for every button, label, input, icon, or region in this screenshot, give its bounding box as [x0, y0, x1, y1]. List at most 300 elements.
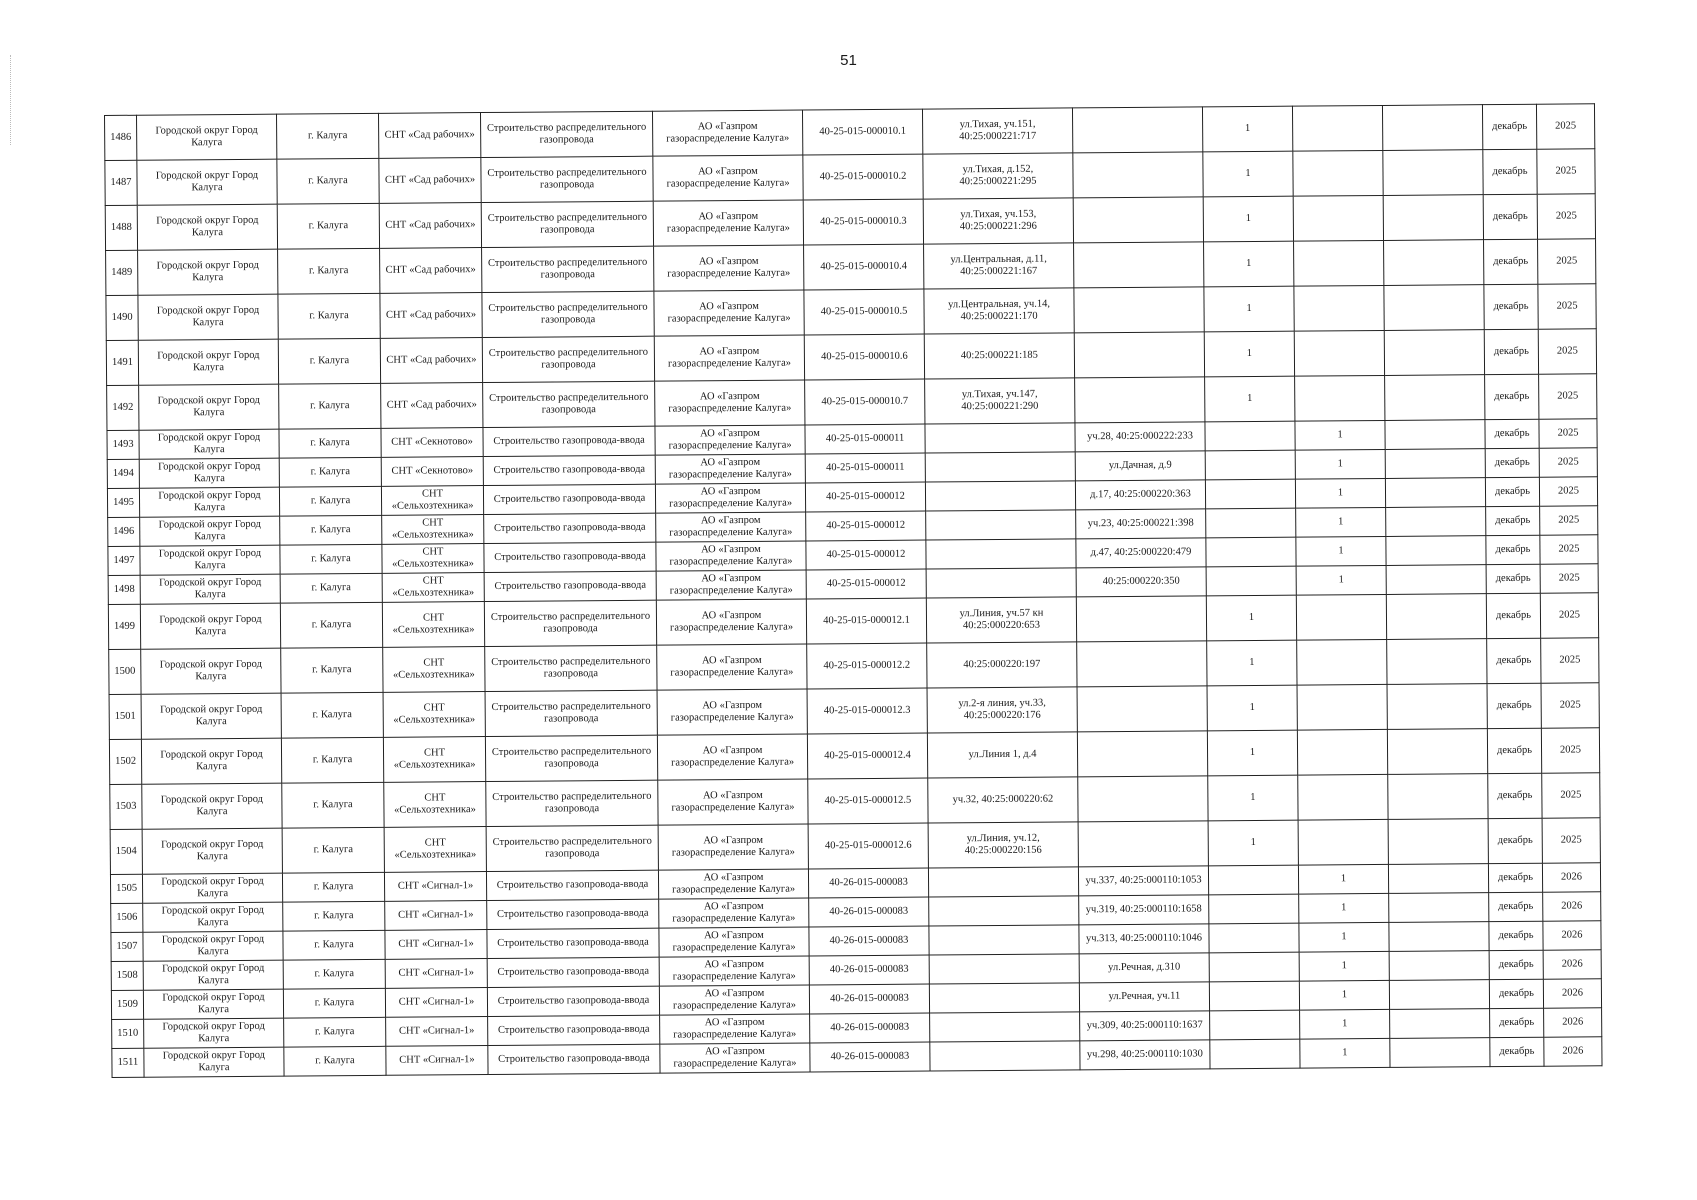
locality-cell: г. Калуга	[284, 1046, 386, 1076]
municipality-cell: Городской округ Город Калуга	[140, 516, 280, 546]
locality-cell: г. Калуга	[280, 544, 382, 574]
object-cell: СНТ «Сельхозтехника»	[384, 827, 486, 873]
municipality-cell: Городской округ Город Калуга	[142, 873, 282, 903]
month-cell: декабрь	[1488, 863, 1542, 892]
locality-cell: г. Калуга	[281, 692, 383, 738]
locality-cell: г. Калуга	[282, 872, 384, 902]
organization-cell: АО «Газпром газораспределение Калуга»	[659, 985, 809, 1015]
network-address-cell	[926, 510, 1076, 540]
network-count-cell	[1209, 923, 1299, 953]
network-count-cell: 1	[1205, 376, 1295, 422]
program-code-cell: 40-25-015-000012	[806, 511, 926, 541]
locality-cell: г. Калуга	[278, 338, 380, 384]
month-cell: декабрь	[1483, 149, 1537, 194]
program-code-cell: 40-26-015-000083	[810, 1013, 930, 1043]
month-cell: декабрь	[1484, 284, 1538, 329]
network-address-cell: ул.2-я линия, уч.33, 40:25:000220:176	[927, 687, 1077, 733]
object-cell: СНТ «Сад рабочих»	[380, 248, 482, 294]
work-type-cell: Строительство распределительного газопровода	[482, 336, 654, 382]
organization-cell: АО «Газпром газораспределение Калуга»	[654, 245, 804, 291]
month-cell: декабрь	[1484, 239, 1538, 284]
network-address-cell	[925, 481, 1075, 511]
year-cell: 2026	[1543, 892, 1601, 921]
connection-count-cell	[1297, 684, 1387, 730]
network-address-cell: 40:25:000221:185	[924, 333, 1074, 379]
locality-cell: г. Калуга	[283, 901, 385, 931]
connection-count-cell: 1	[1299, 922, 1389, 952]
work-type-cell: Строительство газопровода-ввода	[483, 426, 655, 456]
connection-count-cell	[1294, 240, 1384, 286]
year-cell: 2025	[1541, 683, 1599, 728]
row-number: 1508	[111, 961, 143, 990]
network-count-cell	[1206, 508, 1296, 538]
work-type-cell: Строительство распределительного газопровода	[484, 600, 656, 646]
object-cell: СНТ «Сигнал-1»	[385, 930, 487, 960]
organization-cell: АО «Газпром газораспределение Калуга»	[660, 1014, 810, 1044]
row-number: 1493	[107, 430, 139, 459]
month-cell: декабрь	[1490, 1037, 1544, 1066]
year-cell: 2026	[1544, 1008, 1602, 1037]
work-type-cell: Строительство газопровода-ввода	[487, 986, 659, 1016]
empty-cell	[1388, 774, 1488, 820]
program-code-cell: 40-25-015-000010.7	[805, 379, 925, 425]
connection-count-cell	[1298, 819, 1388, 865]
month-cell: декабрь	[1485, 419, 1539, 448]
municipality-cell: Городской округ Город Калуга	[139, 487, 279, 517]
network-count-cell: 1	[1207, 640, 1297, 686]
network-address-cell	[926, 539, 1076, 569]
month-cell: декабрь	[1489, 950, 1543, 979]
work-type-cell: Строительство распределительного газопровода	[483, 381, 655, 427]
connection-address-cell	[1077, 686, 1207, 732]
connection-count-cell	[1292, 105, 1382, 151]
object-cell: СНТ «Сигнал-1»	[384, 872, 486, 902]
empty-cell	[1385, 478, 1485, 508]
network-count-cell	[1206, 537, 1296, 567]
year-cell: 2025	[1542, 818, 1600, 863]
row-number: 1507	[111, 932, 143, 961]
empty-cell	[1384, 285, 1484, 331]
municipality-cell: Городской округ Город Калуга	[143, 960, 283, 990]
connection-address-cell: 40:25:000220:350	[1076, 567, 1206, 597]
year-cell: 2025	[1538, 239, 1596, 284]
work-type-cell: Строительство газопровода-ввода	[484, 513, 656, 543]
empty-cell	[1383, 150, 1483, 196]
network-count-cell: 1	[1203, 196, 1293, 242]
connection-count-cell: 1	[1296, 536, 1386, 566]
month-cell: декабрь	[1488, 818, 1542, 863]
program-code-cell: 40-25-015-000012.4	[807, 733, 927, 779]
connection-address-cell	[1073, 152, 1203, 198]
month-cell: декабрь	[1485, 477, 1539, 506]
network-count-cell: 1	[1202, 106, 1292, 152]
organization-cell: АО «Газпром газораспределение Калуга»	[658, 779, 808, 825]
municipality-cell: Городской округ Город Калуга	[141, 693, 281, 739]
row-number: 1495	[107, 488, 139, 517]
locality-cell: г. Калуга	[284, 1017, 386, 1047]
organization-cell: АО «Газпром газораспределение Калуга»	[660, 1043, 810, 1073]
month-cell: декабрь	[1486, 535, 1540, 564]
month-cell: декабрь	[1484, 329, 1538, 374]
connection-address-cell: ул.Речная, уч.11	[1079, 982, 1209, 1012]
connection-count-cell: 1	[1295, 420, 1385, 450]
month-cell: декабрь	[1489, 921, 1543, 950]
row-number: 1506	[111, 903, 143, 932]
row-number: 1497	[108, 546, 140, 575]
work-type-cell: Строительство распределительного газопровода	[482, 246, 654, 292]
object-cell: СНТ «Сельхозтехника»	[382, 544, 484, 574]
locality-cell: г. Калуга	[283, 930, 385, 960]
program-code-cell: 40-25-015-000010.3	[803, 199, 923, 245]
empty-cell	[1389, 980, 1489, 1010]
connection-address-cell	[1077, 641, 1207, 687]
object-cell: СНТ «Секнотово»	[381, 428, 483, 458]
year-cell: 2026	[1543, 979, 1601, 1008]
locality-cell: г. Калуга	[279, 486, 381, 516]
organization-cell: АО «Газпром газораспределение Калуга»	[653, 200, 803, 246]
month-cell: декабрь	[1486, 564, 1540, 593]
year-cell: 2025	[1537, 194, 1595, 239]
empty-cell	[1390, 1009, 1490, 1039]
year-cell: 2025	[1540, 564, 1598, 593]
year-cell: 2026	[1542, 863, 1600, 892]
program-code-cell: 40-25-015-000010.1	[802, 109, 922, 155]
year-cell: 2025	[1538, 329, 1596, 374]
network-count-cell	[1209, 952, 1299, 982]
program-code-cell: 40-26-015-000083	[809, 926, 929, 956]
month-cell: декабрь	[1482, 104, 1536, 149]
connection-address-cell	[1074, 242, 1204, 288]
program-code-cell: 40-26-015-000083	[810, 1042, 930, 1072]
object-cell: СНТ «Сельхозтехника»	[383, 647, 485, 693]
empty-cell	[1387, 684, 1487, 730]
work-type-cell: Строительство газопровода-ввода	[488, 1044, 660, 1074]
network-count-cell	[1205, 479, 1295, 509]
object-cell: СНТ «Сигнал-1»	[385, 901, 487, 931]
month-cell: декабрь	[1486, 506, 1540, 535]
municipality-cell: Городской округ Город Калуга	[137, 114, 277, 160]
municipality-cell: Городской округ Город Калуга	[140, 545, 280, 575]
connection-count-cell: 1	[1296, 507, 1386, 537]
work-type-cell: Строительство распределительного газопровода	[485, 690, 657, 736]
month-cell: декабрь	[1485, 448, 1539, 477]
work-type-cell: Строительство газопровода-ввода	[483, 484, 655, 514]
program-code-cell: 40-25-015-000010.5	[804, 289, 924, 335]
object-cell: СНТ «Сад рабочих»	[381, 383, 483, 429]
organization-cell: АО «Газпром газораспределение Калуга»	[652, 110, 802, 156]
work-type-cell: Строительство распределительного газопровода	[486, 825, 658, 871]
month-cell: декабрь	[1483, 194, 1537, 239]
row-number: 1494	[107, 459, 139, 488]
organization-cell: АО «Газпром газораспределение Калуга»	[654, 335, 804, 381]
program-code-cell: 40-25-015-000012.2	[807, 643, 927, 689]
organization-cell: АО «Газпром газораспределение Калуга»	[655, 380, 805, 426]
organization-cell: АО «Газпром газораспределение Калуга»	[656, 599, 806, 645]
work-type-cell: Строительство распределительного газопровода	[486, 780, 658, 826]
connection-count-cell: 1	[1296, 565, 1386, 595]
year-cell: 2025	[1538, 284, 1596, 329]
connection-count-cell: 1	[1299, 893, 1389, 923]
row-number: 1489	[106, 250, 138, 295]
network-count-cell	[1208, 865, 1298, 895]
network-address-cell	[929, 896, 1079, 926]
empty-cell	[1387, 729, 1487, 775]
connection-count-cell	[1297, 639, 1387, 685]
row-number: 1499	[108, 604, 140, 649]
connection-count-cell: 1	[1300, 1038, 1390, 1068]
object-cell: СНТ «Сигнал-1»	[385, 988, 487, 1018]
program-code-cell: 40-26-015-000083	[808, 868, 928, 898]
network-address-cell	[925, 423, 1075, 453]
municipality-cell: Городской округ Город Калуга	[144, 1047, 284, 1077]
year-cell: 2025	[1536, 104, 1594, 149]
connection-count-cell: 1	[1295, 478, 1385, 508]
work-type-cell: Строительство распределительного газопровода	[481, 156, 653, 202]
object-cell: СНТ «Сельхозтехника»	[383, 692, 485, 738]
row-number: 1509	[111, 990, 143, 1019]
locality-cell: г. Калуга	[283, 988, 385, 1018]
connection-count-cell: 1	[1299, 980, 1389, 1010]
empty-cell	[1386, 536, 1486, 566]
network-address-cell	[930, 1012, 1080, 1042]
empty-cell	[1389, 951, 1489, 981]
connection-count-cell	[1294, 330, 1384, 376]
locality-cell: г. Калуга	[282, 827, 384, 873]
connection-address-cell: уч.28, 40:25:000222:233	[1075, 422, 1205, 452]
empty-cell	[1389, 893, 1489, 923]
month-cell: декабрь	[1490, 1008, 1544, 1037]
object-cell: СНТ «Секнотово»	[381, 457, 483, 487]
connection-address-cell: уч.337, 40:25:000110:1053	[1078, 866, 1208, 896]
month-cell: декабрь	[1488, 773, 1542, 818]
network-address-cell: ул.Центральная, уч.14, 40:25:000221:170	[924, 288, 1074, 334]
connection-address-cell	[1078, 776, 1208, 822]
page-number: 51	[840, 52, 857, 69]
year-cell: 2025	[1539, 374, 1597, 419]
network-count-cell: 1	[1204, 241, 1294, 287]
row-number: 1500	[109, 649, 141, 694]
municipality-cell: Городской округ Город Калуга	[144, 1018, 284, 1048]
network-count-cell: 1	[1208, 820, 1298, 866]
program-code-cell: 40-26-015-000083	[809, 897, 929, 927]
empty-cell	[1385, 449, 1485, 479]
row-number: 1511	[112, 1048, 144, 1077]
connection-address-cell: уч.319, 40:25:000110:1658	[1079, 895, 1209, 925]
empty-cell	[1386, 594, 1486, 640]
municipality-cell: Городской округ Город Калуга	[141, 738, 281, 784]
object-cell: СНТ «Сельхозтехника»	[382, 573, 484, 603]
year-cell: 2026	[1543, 921, 1601, 950]
program-code-cell: 40-26-015-000083	[809, 984, 929, 1014]
program-code-cell: 40-25-015-000012	[805, 482, 925, 512]
object-cell: СНТ «Сельхозтехника»	[381, 486, 483, 516]
network-address-cell	[930, 1041, 1080, 1071]
connection-address-cell	[1076, 596, 1206, 642]
month-cell: декабрь	[1485, 374, 1539, 419]
organization-cell: АО «Газпром газораспределение Калуга»	[657, 734, 807, 780]
empty-cell	[1388, 864, 1488, 894]
network-address-cell	[929, 954, 1079, 984]
object-cell: СНТ «Сад рабочих»	[379, 158, 481, 204]
empty-cell	[1386, 565, 1486, 595]
connection-count-cell	[1293, 150, 1383, 196]
connection-address-cell	[1075, 377, 1205, 423]
network-count-cell	[1209, 981, 1299, 1011]
connection-count-cell: 1	[1299, 951, 1389, 981]
municipality-cell: Городской округ Город Калуга	[140, 603, 280, 649]
organization-cell: АО «Газпром газораспределение Калуга»	[655, 454, 805, 484]
month-cell: декабрь	[1489, 892, 1543, 921]
network-address-cell: 40:25:000220:197	[927, 642, 1077, 688]
connection-address-cell: уч.309, 40:25:000110:1637	[1080, 1011, 1210, 1041]
locality-cell: г. Калуга	[280, 573, 382, 603]
row-number: 1487	[105, 160, 137, 205]
organization-cell: АО «Газпром газораспределение Калуга»	[657, 644, 807, 690]
municipality-cell: Городской округ Город Калуга	[138, 339, 278, 385]
row-number: 1498	[108, 575, 140, 604]
network-address-cell: ул.Линия 1, д.4	[927, 732, 1077, 778]
network-count-cell: 1	[1208, 775, 1298, 821]
table-body	[105, 104, 1603, 1078]
network-count-cell	[1210, 1010, 1300, 1040]
row-number: 1488	[105, 205, 137, 250]
object-cell: СНТ «Сад рабочих»	[378, 113, 480, 159]
empty-cell	[1384, 330, 1484, 376]
object-cell: СНТ «Сигнал-1»	[386, 1046, 488, 1076]
connection-count-cell	[1297, 729, 1387, 775]
month-cell: декабрь	[1487, 728, 1541, 773]
network-count-cell: 1	[1204, 331, 1294, 377]
empty-cell	[1385, 375, 1485, 421]
work-type-cell: Строительство газопровода-ввода	[484, 542, 656, 572]
year-cell: 2025	[1539, 448, 1597, 477]
organization-cell: АО «Газпром газораспределение Калуга»	[655, 425, 805, 455]
locality-cell: г. Калуга	[278, 293, 380, 339]
network-address-cell	[929, 983, 1079, 1013]
locality-cell: г. Калуга	[279, 383, 381, 429]
row-number: 1491	[106, 340, 138, 385]
locality-cell: г. Калуга	[276, 113, 378, 159]
empty-cell	[1386, 507, 1486, 537]
municipality-cell: Городской округ Город Калуга	[138, 294, 278, 340]
network-address-cell: ул.Тихая, д.152, 40:25:000221:295	[923, 153, 1073, 199]
year-cell: 2026	[1544, 1037, 1602, 1066]
empty-cell	[1384, 240, 1484, 286]
program-code-cell: 40-25-015-000010.2	[803, 154, 923, 200]
network-count-cell: 1	[1206, 595, 1296, 641]
municipality-cell: Городской округ Город Калуга	[141, 648, 281, 694]
document-sheet	[104, 103, 1603, 1078]
connection-address-cell: ул.Речная, д.310	[1079, 953, 1209, 983]
network-count-cell	[1205, 421, 1295, 451]
municipality-cell: Городской округ Город Калуга	[139, 458, 279, 488]
object-cell: СНТ «Сельхозтехника»	[384, 782, 486, 828]
connection-count-cell: 1	[1300, 1009, 1390, 1039]
program-code-cell: 40-25-015-000012.1	[806, 598, 926, 644]
locality-cell: г. Калуга	[280, 515, 382, 545]
row-number: 1510	[112, 1019, 144, 1048]
object-cell: СНТ «Сигнал-1»	[385, 959, 487, 989]
program-code-cell: 40-25-015-000010.4	[804, 244, 924, 290]
empty-cell	[1387, 639, 1487, 685]
work-type-cell: Строительство газопровода-ввода	[487, 928, 659, 958]
connection-count-cell	[1293, 195, 1383, 241]
empty-cell	[1385, 420, 1485, 450]
row-number: 1486	[105, 115, 137, 160]
network-address-cell: уч.32, 40:25:000220:62	[928, 777, 1078, 823]
organization-cell: АО «Газпром газораспределение Калуга»	[656, 570, 806, 600]
object-cell: СНТ «Сельхозтехника»	[382, 602, 484, 648]
municipality-cell: Городской округ Город Калуга	[138, 249, 278, 295]
object-cell: СНТ «Сад рабочих»	[380, 338, 482, 384]
row-number: 1503	[110, 784, 142, 829]
network-count-cell: 1	[1204, 286, 1294, 332]
year-cell: 2025	[1540, 593, 1598, 638]
network-address-cell	[926, 568, 1076, 598]
month-cell: декабрь	[1487, 638, 1541, 683]
connection-address-cell	[1074, 287, 1204, 333]
municipality-cell: Городской округ Город Калуга	[140, 574, 280, 604]
year-cell: 2025	[1539, 419, 1597, 448]
organization-cell: АО «Газпром газораспределение Калуга»	[655, 483, 805, 513]
municipality-cell: Городской округ Город Калуга	[139, 384, 279, 430]
work-type-cell: Строительство распределительного газопровода	[480, 111, 652, 157]
locality-cell: г. Калуга	[280, 602, 382, 648]
connection-address-cell: уч.313, 40:25:000110:1046	[1079, 924, 1209, 954]
gasification-table	[104, 103, 1603, 1078]
organization-cell: АО «Газпром газораспределение Калуга»	[658, 869, 808, 899]
locality-cell: г. Калуга	[281, 647, 383, 693]
network-address-cell: ул.Линия, уч.57 кн 40:25:000220:653	[926, 597, 1076, 643]
object-cell: СНТ «Сельхозтехника»	[383, 737, 485, 783]
work-type-cell: Строительство распределительного газопровода	[485, 645, 657, 691]
program-code-cell: 40-25-015-000012.3	[807, 688, 927, 734]
row-number: 1501	[109, 694, 141, 739]
object-cell: СНТ «Сад рабочих»	[379, 203, 481, 249]
locality-cell: г. Калуга	[279, 457, 381, 487]
program-code-cell: 40-25-015-000012.5	[808, 778, 928, 824]
municipality-cell: Городской округ Город Калуга	[137, 204, 277, 250]
work-type-cell: Строительство газопровода-ввода	[488, 1015, 660, 1045]
connection-count-cell	[1296, 594, 1386, 640]
connection-address-cell	[1073, 197, 1203, 243]
locality-cell: г. Калуга	[277, 203, 379, 249]
municipality-cell: Городской округ Город Калуга	[137, 159, 277, 205]
work-type-cell: Строительство газопровода-ввода	[483, 455, 655, 485]
row-number: 1496	[108, 517, 140, 546]
organization-cell: АО «Газпром газораспределение Калуга»	[659, 956, 809, 986]
year-cell: 2026	[1543, 950, 1601, 979]
network-count-cell	[1205, 450, 1295, 480]
locality-cell: г. Калуга	[279, 428, 381, 458]
row-number: 1504	[110, 829, 142, 874]
network-count-cell: 1	[1207, 685, 1297, 731]
work-type-cell: Строительство распределительного газопровода	[481, 201, 653, 247]
connection-count-cell	[1298, 774, 1388, 820]
year-cell: 2025	[1539, 477, 1597, 506]
month-cell: декабрь	[1486, 593, 1540, 638]
work-type-cell: Строительство распределительного газопровода	[482, 291, 654, 337]
network-count-cell	[1206, 566, 1296, 596]
object-cell: СНТ «Сигнал-1»	[386, 1017, 488, 1047]
work-type-cell: Строительство газопровода-ввода	[484, 571, 656, 601]
organization-cell: АО «Газпром газораспределение Калуга»	[656, 512, 806, 542]
network-address-cell: ул.Центральная, д.11, 40:25:000221:167	[924, 243, 1074, 289]
connection-address-cell	[1077, 731, 1207, 777]
program-code-cell: 40-25-015-000010.6	[804, 334, 924, 380]
year-cell: 2025	[1537, 149, 1595, 194]
year-cell: 2025	[1540, 506, 1598, 535]
